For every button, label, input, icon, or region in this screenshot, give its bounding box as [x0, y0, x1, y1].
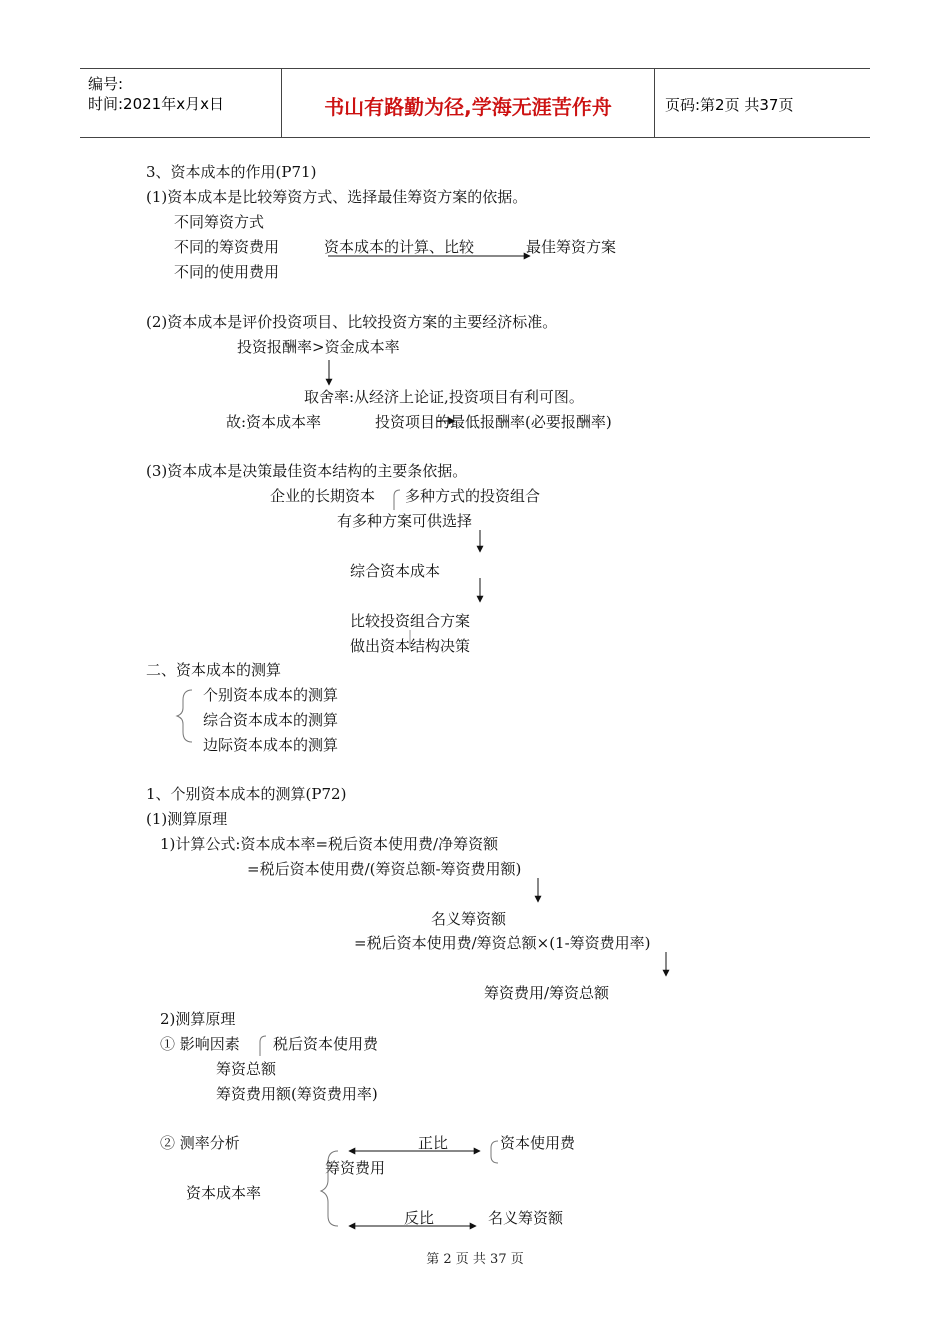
heading-principle-2: 2)测算原理: [160, 1010, 236, 1028]
heading-individual-measurement: 1、个别资本成本的测算(P72): [146, 785, 347, 803]
text-hurdle-rate: 取舍率:从经济上论证,投资项目有利可图。: [304, 388, 584, 406]
text-long-term-capital: 企业的长期资本: [270, 487, 376, 505]
text-marginal-cost: 边际资本成本的测算: [203, 736, 339, 754]
text-min-return: 投资项目的最低报酬率(必要报酬率): [375, 413, 612, 431]
text-influence-factors: ① 影响因素: [160, 1035, 240, 1053]
text-cost-rate: 资本成本率: [186, 1184, 262, 1202]
text-total-financing: 筹资总额: [216, 1060, 277, 1078]
page-header: [80, 68, 870, 138]
header-page-info: 页码:第2页 共37页: [665, 96, 794, 114]
text-fee-ratio: 筹资费用/筹资总额: [484, 984, 610, 1002]
header-motto-cell: [282, 69, 655, 137]
header-page-cell: [655, 69, 870, 137]
formula-line-3: =税后资本使用费/筹资总额×(1-筹资费用率): [354, 934, 651, 952]
text-nominal-financing: 名义筹资额: [488, 1209, 564, 1227]
heading-role-of-cost: 3、资本成本的作用(P71): [146, 163, 317, 181]
heading-cost-measurement: 二、资本成本的测算: [146, 661, 282, 679]
text-therefore-cost-rate: 故:资本成本率: [226, 413, 322, 431]
brace-influence: [260, 1036, 266, 1056]
text-capital-usage-fee: 资本使用费: [500, 1134, 576, 1152]
label-direct-ratio: 正比: [418, 1134, 449, 1152]
text-nominal-amount: 名义筹资额: [431, 910, 507, 928]
text-fee-amount: 筹资费用额(筹资费用率): [216, 1085, 378, 1103]
text-comprehensive-measure: 综合资本成本的测算: [203, 711, 339, 729]
brace-capital-usage: [491, 1141, 498, 1163]
header-meta-cell: [80, 69, 282, 137]
point-1: (1)资本成本是比较筹资方式、选择最佳筹资方案的依据。: [146, 188, 528, 206]
document-number-label: 编号:: [88, 75, 124, 93]
text-multiple-plans: 有多种方案可供选择: [337, 512, 473, 530]
point-2: (2)资本成本是评价投资项目、比较投资方案的主要经济标准。: [146, 313, 558, 331]
brace-long-term-capital: [394, 490, 400, 510]
document-time-label: 时间:2021年x月x日: [88, 95, 224, 113]
text-cost-calc: 资本成本的计算、比较: [324, 238, 475, 256]
text-usage-fees: 不同的使用费用: [174, 263, 280, 281]
text-rate-analysis: ② 测率分析: [160, 1134, 240, 1152]
text-best-plan: 最佳筹资方案: [526, 238, 617, 256]
text-compare-plans: 比较投资组合方案: [350, 612, 471, 630]
text-structure-decision: 做出资本结构决策: [350, 637, 471, 655]
page-footer: 第 2 页 共 37 页: [426, 1252, 524, 1267]
label-inverse-ratio: 反比: [404, 1209, 435, 1227]
formula-line-1: 1)计算公式:资本成本率=税后资本使用费/净筹资额: [160, 835, 499, 853]
text-investment-mix: 多种方式的投资组合: [405, 487, 541, 505]
text-financing-methods: 不同筹资方式: [174, 213, 265, 231]
text-financing-fee: 筹资费用: [325, 1159, 386, 1177]
text-comprehensive-cost: 综合资本成本: [350, 562, 441, 580]
header-motto: 书山有路勤为径,学海无涯苦作舟: [324, 95, 612, 119]
formula-line-2: =税后资本使用费/(筹资总额-筹资费用额): [247, 860, 522, 878]
heading-measurement-principle: (1)测算原理: [146, 810, 228, 828]
text-after-tax-usage: 税后资本使用费: [273, 1035, 379, 1053]
point-3: (3)资本成本是决策最佳资本结构的主要条依据。: [146, 462, 468, 480]
brace-measurement: [177, 690, 192, 742]
text-individual-cost: 个别资本成本的测算: [203, 686, 339, 704]
text-financing-fees: 不同的筹资费用: [174, 238, 280, 256]
text-return-gt-cost: 投资报酬率>资金成本率: [237, 338, 400, 356]
